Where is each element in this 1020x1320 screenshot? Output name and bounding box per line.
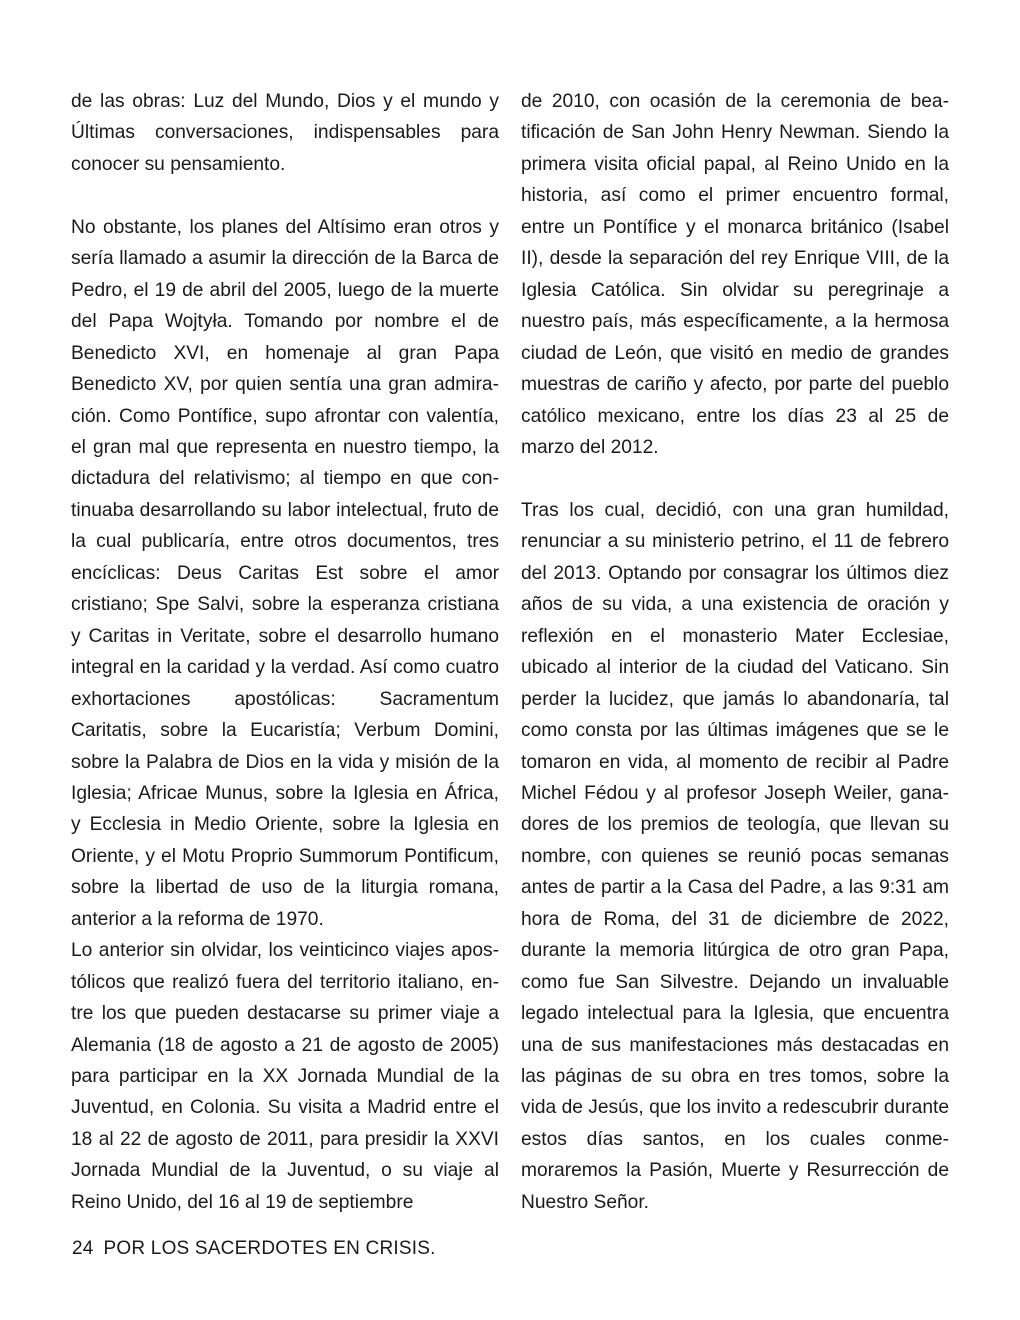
paragraph-right-2: Tras los cual, decidió, con una gran humildad, renunciar a su ministerio petrino, el 11 de febrero del 2013. Optando por consagrar los últimos diez años de su vida, a una existencia de oración y reflexión en el monasterio Mater Ecclesiae, ubicado al interior de la ciudad del Vaticano. Sin perder la lucidez, que jamás lo abandonaría, tal como consta por las últimas imágenes que se le tomaron en vida, al momento de recibir al Padre Michel Fédou y al profesor Joseph Weiler, ganadores de los premios de teología, que llevan su nombre, con quienes se reunió pocas semanas antes de partir a la Casa del Padre, a las 9:31 am hora de Roma, del 31 de diciembre de 2022, durante la memoria litúrgica de otro gran Papa, como fue San Silvestre. Dejando un invaluable legado intelectual para la Iglesia, que encuentra una de sus manifestaciones más destacadas en las páginas de su obra en tres tomos, sobre la vida de Jesús, que los invito a redescubrir durante estos días santos, en los cuales conmemoraremos la Pasión, Muerte y Resurrección de Nuestro Señor. — [521, 499, 949, 1213]
paragraph-right-1: de 2010, con ocasión de la ceremonia de beatificación de San John Henry Newman. Siendo la primera visita oficial papal, al Reino Unido en la historia, así como el primer encuentro formal, entre un Pontífice y el monarca británico (Isabel II), desde la separación del rey Enrique VIII, de la Iglesia Católica. Sin olvidar su peregrinaje a nuestro país, más específicamente, a la hermosa ciudad de León, que visitó en medio de grandes muestras de cariño y afecto, por parte del pueblo católico mexicano, entre los días 23 al 25 de marzo del 2012. — [521, 91, 949, 458]
paragraph-left-3: Lo anterior sin olvidar, los veinticinco viajes apostólicos que realizó fuera del territorio italiano, entre los que pueden destacarse su primer viaje a Alemania (18 de agosto a 21 de agosto de 2005) para participar en la XX Jornada Mundial de la Juventud, en Colonia. Su visita a Madrid entre el 18 al 22 de agosto de 2011, para presidir la XXVI Jornada Mundial de la Juventud, o su viaje al Reino Unido, del 16 al 19 de septiembre — [71, 940, 499, 1213]
page-number: 24 — [72, 1238, 94, 1259]
right-text-column — [521, 86, 949, 1218]
left-text-column — [71, 86, 499, 1218]
paragraph-left-2: No obstante, los planes del Altísimo eran otros y sería llamado a asumir la dirección de la Barca de Pedro, el 19 de abril del 2005, luego de la muerte del Papa Wojtyła. Tomando por nombre el de Benedicto XVI, en homenaje al gran Papa Benedicto XV, por quien sentía una gran admiración. Como Pontífice, supo afrontar con valentía, el gran mal que representa en nuestro tiempo, la dictadura del relativismo; al tiempo en que continuaba desarrollando su labor intelectual, fruto de la cual publicaría, entre otros documentos, tres encíclicas: Deus Caritas Est sobre el amor cristiano; Spe Salvi, sobre la esperanza cristiana y Caritas in Veritate, sobre el desarrollo humano integral en la caridad y la verdad. Así como cuatro exhortaciones apostólicas: Sacramentum Caritatis, sobre la Eucaristía; Verbum Domini, sobre la Palabra de Dios en la vida y misión de la Iglesia; Africae Munus, sobre la Iglesia en África, y Ecclesia in Medio Oriente, sobre la Iglesia en Oriente, y el Motu Proprio Summorum Pontificum, sobre la libertad de uso de la liturgia romana, anterior a la reforma de 1970. — [71, 216, 499, 930]
running-title: POR LOS SACERDOTES EN CRISIS. — [103, 1238, 436, 1259]
page-footer — [72, 1236, 436, 1262]
paragraph-left-1: de las obras: Luz del Mundo, Dios y el mundo y Últimas conversaciones, indispensables para conocer su pensamiento. — [71, 91, 499, 175]
